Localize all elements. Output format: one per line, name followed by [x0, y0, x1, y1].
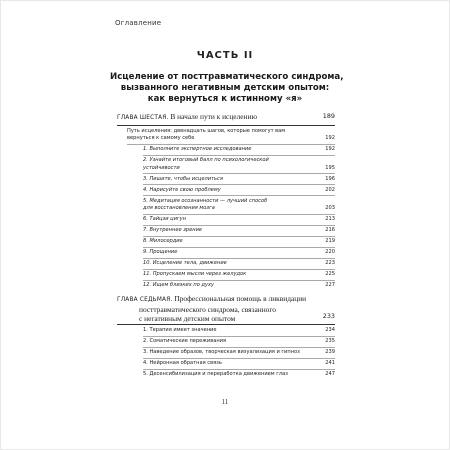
toc-entry-text: 5. Десенсибилизация и переработка движением глаз — [143, 371, 288, 377]
chapter-seven-label: ГЛАВА СЕДЬМАЯ. — [117, 296, 173, 303]
chapter-rule — [117, 324, 335, 325]
entry-separator — [127, 144, 335, 145]
entry-separator — [143, 184, 335, 185]
toc-entry-text: 9. Прощение — [143, 249, 178, 255]
table-of-contents — [117, 112, 335, 379]
toc-entry — [117, 360, 335, 368]
chapter-six-label: ГЛАВА ШЕСТАЯ. — [117, 115, 169, 121]
entry-separator — [143, 358, 335, 359]
toc-entry-page: 241 — [325, 360, 335, 366]
toc-entry-page: 247 — [325, 371, 335, 377]
toc-entry-text: 1. Выполните экспертное исследование — [143, 146, 252, 152]
toc-entry — [117, 128, 335, 143]
chapter-seven-title: посттравматического синдрома, связанного — [139, 304, 276, 314]
toc-entry-text: 6. Тайцзи цигун — [143, 216, 186, 222]
chapter-seven — [117, 294, 335, 323]
toc-entry-page: 196 — [325, 175, 335, 182]
toc-entry-page: 239 — [325, 349, 335, 355]
toc-entry-text: 7. Внутреннее зрение — [143, 227, 203, 233]
toc-entry — [117, 349, 335, 357]
toc-entry — [117, 327, 335, 335]
toc-entry-page: 227 — [325, 282, 335, 288]
toc-entry-text: 10. Исцеление тела, движение — [143, 260, 227, 266]
toc-entry — [117, 157, 335, 172]
toc-entry — [117, 282, 335, 290]
part-title-line: Исцеление от посттравматического синдрома, — [110, 72, 344, 82]
page-number: 11 — [221, 398, 229, 406]
toc-entry-page: 225 — [325, 271, 335, 277]
entry-separator — [143, 173, 335, 174]
chapter-six-title: В начале пути к исцелению — [170, 112, 257, 121]
toc-entry-text: 3. Пишите, чтобы исцелиться — [143, 175, 223, 182]
part-title-line: вызванного негативным детским опытом: — [120, 83, 330, 93]
toc-entry-page: 202 — [325, 186, 335, 193]
toc-entry-page: 234 — [325, 327, 335, 333]
entry-separator — [143, 369, 335, 370]
toc-entry-text: 4. Нейронная обратная связь — [143, 360, 222, 366]
toc-entry-text: 1. Терапия имеет значение — [143, 327, 217, 333]
chapter-six — [117, 112, 335, 123]
toc-entry — [117, 176, 335, 184]
chapter-six-page: 189 — [322, 112, 335, 120]
entry-separator — [143, 247, 335, 248]
toc-entry-page: 203 — [325, 205, 335, 211]
toc-entry-page: 192 — [325, 135, 335, 141]
toc-entry-text: 12. Ищем близких по духу — [143, 282, 214, 288]
toc-entry-text: 4. Нарисуйте свою проблему — [143, 186, 221, 193]
toc-entry-page: 213 — [325, 216, 335, 222]
toc-entry — [117, 187, 335, 195]
toc-entry-text: для восстановления мозга — [143, 205, 215, 211]
toc-entry-page: 219 — [325, 238, 335, 244]
entry-separator — [143, 280, 335, 281]
toc-entry — [117, 260, 335, 268]
chapter-rule — [117, 125, 335, 126]
entry-separator — [143, 225, 335, 226]
running-head: Оглавление — [115, 19, 162, 27]
part-title-line: как вернуться к истинному «я» — [147, 94, 303, 104]
entry-separator — [143, 258, 335, 259]
toc-entry-text: 8. Милосердие — [143, 238, 183, 244]
entry-separator — [143, 236, 335, 237]
toc-entry-text: 3. Наведение образов, творческая визуализация и гипноз — [143, 349, 300, 355]
toc-entry-page: 192 — [325, 146, 335, 152]
toc-entry-text: вернуться к самому себе — [127, 135, 195, 141]
part-title — [110, 72, 344, 105]
chapter-seven-title: Профессиональная помощь в ликвидации — [174, 293, 307, 303]
toc-entry-text: 5. Медитация осознанности — лучший способ — [143, 197, 268, 204]
toc-entry — [117, 249, 335, 257]
chapter-six-heading — [117, 112, 335, 123]
chapter-seven-title: с негативным детским опытом — [139, 313, 236, 323]
toc-entry-text: 2. Соматические переживания — [143, 338, 227, 344]
toc-entry-page: 216 — [325, 227, 335, 233]
toc-entry-page: 223 — [325, 260, 335, 266]
entry-separator — [143, 269, 335, 270]
toc-entry-page: 235 — [325, 338, 335, 344]
toc-entry — [117, 227, 335, 235]
entry-separator — [143, 155, 335, 156]
toc-entry — [117, 338, 335, 346]
toc-entry-page: 195 — [325, 164, 335, 171]
entry-separator — [143, 336, 335, 337]
toc-entry-text: Путь исцеления: двенадцать шагов, которые помогут вам — [127, 127, 286, 134]
toc-entry — [117, 371, 335, 379]
toc-entry-text: 2. Узнайте итоговый балл по психологической — [143, 157, 269, 163]
entry-separator — [143, 214, 335, 215]
toc-entry-page: 220 — [325, 249, 335, 255]
toc-entry — [117, 146, 335, 154]
entry-separator — [143, 195, 335, 196]
chapter-seven-heading — [117, 294, 335, 323]
toc-entry — [117, 271, 335, 279]
toc-entry — [117, 198, 335, 213]
toc-entry — [117, 238, 335, 246]
part-label: ЧАСТЬ II — [196, 50, 254, 61]
chapter-seven-page: 233 — [322, 311, 335, 320]
entry-separator — [143, 347, 335, 348]
toc-entry-text: 11. Пропускаем мысли через желудок — [143, 271, 247, 277]
toc-entry — [117, 216, 335, 224]
toc-entry-text: устойчивости — [143, 164, 180, 171]
